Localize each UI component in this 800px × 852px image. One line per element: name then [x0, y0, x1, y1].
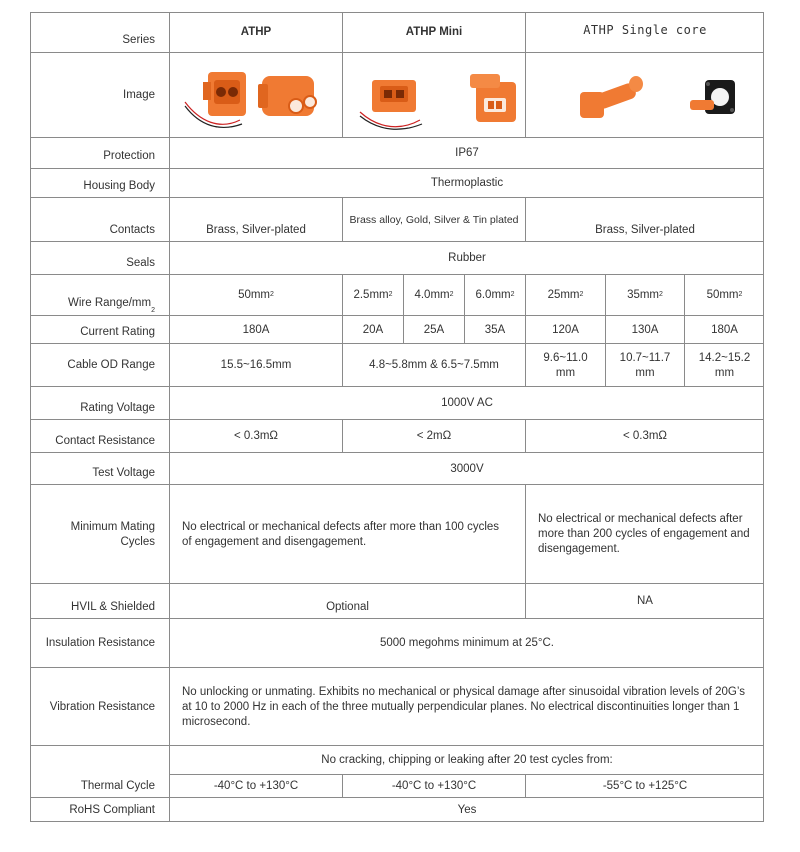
- series-athp-single: ATHP Single core: [583, 22, 707, 37]
- seals-value: Rubber: [448, 252, 486, 264]
- wire-range-single-1: 25mm 2: [547, 288, 584, 301]
- wire-range-athp: 50mm 2: [238, 288, 274, 301]
- hvil-left: Optional: [326, 601, 369, 613]
- label-housing: Housing Body: [83, 180, 155, 192]
- test-voltage-value: 3000V: [450, 462, 484, 475]
- contacts-athp-mini: Brass alloy, Gold, Silver & Tin plated: [349, 214, 519, 226]
- rating-voltage-value: 1000V AC: [441, 397, 493, 409]
- label-vibration: Vibration Resistance: [49, 700, 155, 713]
- athp-mini-connector-image: [350, 64, 520, 132]
- label-rating-voltage: Rating Voltage: [80, 402, 155, 414]
- hvil-right: NA: [637, 595, 653, 607]
- label-thermal-cycle: Thermal Cycle: [80, 780, 155, 792]
- label-hvil: HVIL & Shielded: [71, 601, 155, 613]
- label-series: Series: [122, 34, 155, 46]
- thermal-header: No cracking, chipping or leaking after 20 test cycles from:: [321, 754, 613, 766]
- label-mating-cycles: Minimum Mating Cycles: [70, 520, 155, 548]
- insulation-value: 5000 megohms minimum at 25°C.: [380, 637, 554, 649]
- contacts-athp-single: Brass, Silver-plated: [595, 224, 695, 236]
- wire-range-mini-1: 2.5mm 2: [353, 288, 393, 301]
- series-athp-mini: ATHP Mini: [405, 25, 463, 38]
- contacts-athp: Brass, Silver-plated: [206, 224, 306, 236]
- label-contact-resistance: Contact Resistance: [55, 435, 155, 447]
- athp-single-core-image: [570, 70, 760, 132]
- label-protection: Protection: [103, 150, 155, 162]
- contact-resistance-athp: < 0.3mΩ: [233, 430, 279, 442]
- series-athp: ATHP: [240, 25, 272, 38]
- wire-range-mini-3: 6.0mm 2: [475, 288, 515, 301]
- label-insulation: Insulation Resistance: [45, 637, 155, 649]
- thermal-athp: -40°C to +130°C: [213, 780, 299, 792]
- mating-cycles-right: No electrical or mechanical defects after more than 200 cycles of engagement and disengagement.: [538, 513, 750, 555]
- label-seals: Seals: [126, 257, 155, 269]
- contact-resistance-mini: < 2mΩ: [416, 430, 452, 442]
- housing-value: Thermoplastic: [430, 177, 504, 189]
- current-athp: 180A: [242, 323, 270, 336]
- current-mini-1: 20A: [362, 323, 384, 336]
- label-current-rating: Current Rating: [80, 326, 155, 338]
- mating-cycles-left: No electrical or mechanical defects after more than 100 cycles of engagement and disengagement.: [182, 520, 500, 548]
- wire-range-mini-2: 4.0mm 2: [414, 288, 454, 301]
- thermal-athp-single: -55°C to +125°C: [602, 780, 688, 792]
- label-cable-od: Cable OD Range: [67, 359, 155, 371]
- wire-range-single-3: 50mm 2: [706, 288, 743, 301]
- vibration-value: No unlocking or unmating. Exhibits no mechanical or physical damage after sinusoidal vibration levels of 20G’s at 10 to 2000 Hz in each of the three mutually perpendicular planes. No electrical discontinuities longer than 1 microsecond.: [182, 685, 745, 728]
- cable-od-athp-mini: 4.8~5.8mm & 6.5~7.5mm: [369, 359, 499, 371]
- label-image: Image: [123, 89, 155, 101]
- thermal-athp-mini: -40°C to +130°C: [391, 780, 477, 792]
- current-single-3: 180A: [711, 323, 738, 336]
- cable-od-single-3: 14.2~15.2 mm: [698, 351, 751, 379]
- label-rohs: RoHS Compliant: [69, 803, 155, 816]
- current-single-2: 130A: [631, 323, 659, 336]
- label-wire-range: Wire Range/mm 2: [68, 297, 155, 314]
- rohs-value: Yes: [457, 803, 477, 816]
- label-test-voltage: Test Voltage: [92, 467, 155, 479]
- spec-table: [30, 12, 764, 822]
- contact-resistance-single: < 0.3mΩ: [622, 430, 668, 442]
- cable-od-single-1: 9.6~11.0 mm: [543, 351, 588, 379]
- current-mini-3: 35A: [484, 323, 506, 336]
- protection-value: IP67: [455, 146, 479, 159]
- wire-range-single-2: 35mm 2: [627, 288, 663, 301]
- current-single-1: 120A: [552, 323, 579, 336]
- athp-connector-image: [180, 62, 330, 132]
- current-mini-2: 25A: [423, 323, 445, 336]
- cable-od-athp: 15.5~16.5mm: [220, 359, 292, 371]
- label-contacts: Contacts: [109, 224, 155, 236]
- cable-od-single-2: 10.7~11.7 mm: [619, 351, 671, 379]
